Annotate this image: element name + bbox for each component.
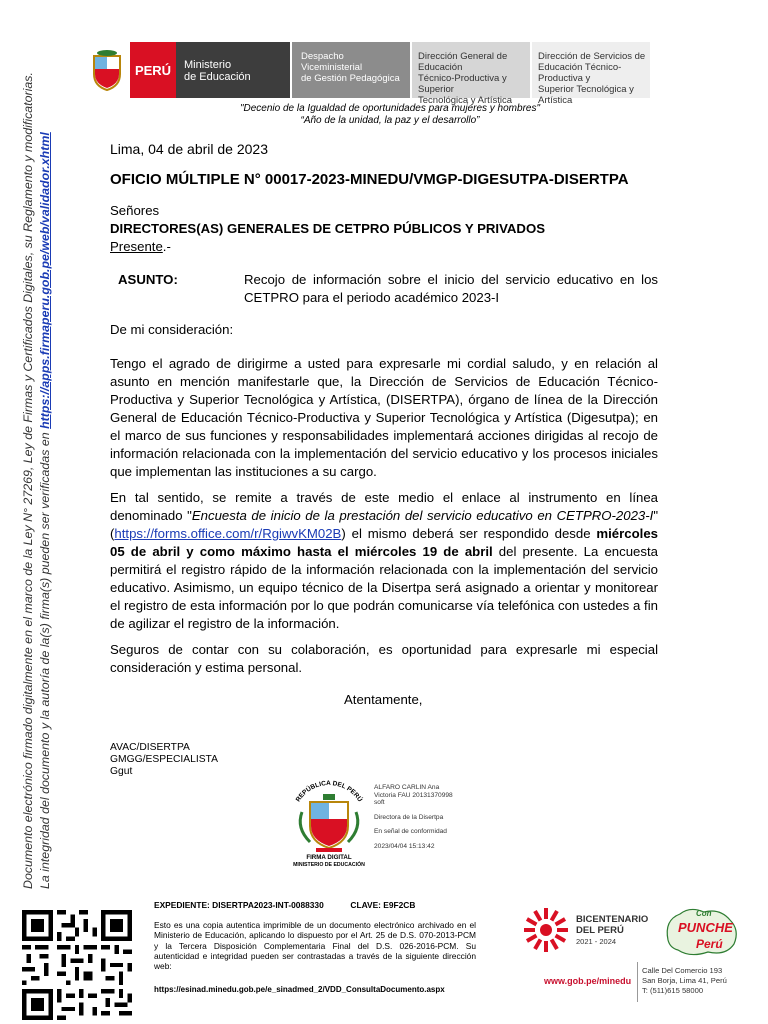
qr-code-icon [22, 910, 132, 1020]
initials-1: AVAC/DISERTPA [110, 742, 190, 753]
svg-text:PUNCHE: PUNCHE [678, 920, 733, 935]
svg-text:FIRMA DIGITAL: FIRMA DIGITAL [306, 854, 352, 861]
subject-label: ASUNTO: [118, 272, 178, 287]
letter-number: OFICIO MÚLTIPLE N° 00017-2023-MINEDU/VMGP-DIGESUTPA-DISERTPA [110, 171, 629, 188]
letter-date: Lima, 04 de abril de 2023 [110, 141, 268, 157]
salutation-prefix: Señores [110, 203, 160, 218]
survey-link[interactable]: https://forms.office.com/r/RgiwvKM02B [114, 526, 342, 541]
initials-2: GMGG/ESPECIALISTA [110, 754, 218, 765]
subject-text: Recojo de información sobre el inicio del servicio educativo en los CETPRO para el periodo académico 2023-I [244, 272, 658, 305]
digital-signature-note [20, 69, 80, 889]
presente: Presente.- [110, 239, 171, 254]
digital-signature-seal-icon [284, 776, 374, 870]
bicentenario-emblem-icon [522, 906, 570, 954]
ministry-address: Calle Del Comercio 193 San Borja, Lima 41, Perú T: (511)615 58000 [642, 966, 727, 995]
greeting: De mi consideración: [110, 322, 234, 337]
side-note-line-2 [37, 69, 54, 889]
authenticity-statement: Esto es una copia autentica imprimible de un documento electrónico archivado en el Ministerio de Educación, aplicando lo dispuesto por el Art. 25 de D.S. 070-2013-PCM y la Tercera Disposición Complementaria Final del D.S. 026-2016-PCM. Su autenticidad e integridad pueden ser contrastadas a través de la siguiente dirección web: [154, 920, 476, 972]
letterhead [84, 42, 650, 106]
peru-brand: PERÚ [130, 42, 176, 98]
year-motto: “Año de la unidad, la paz y el desarrollo” [300, 115, 480, 126]
gob-website[interactable]: www.gob.pe/minedu [544, 976, 632, 986]
vice-ministry-office: Despacho Viceministerial de Gestión Pedagógica [292, 42, 410, 98]
signature-details: ALFARO CARLIN Ana Victoria FAU 20131370998 soft Directora de la Disertpa En señal de conformidad 2023/04/04 15:13:42 [374, 784, 453, 850]
validator-link[interactable]: https://apps.firmaperu.gob.pe/web/validador.xhtml [38, 132, 52, 429]
initials-3: Ggut [110, 766, 133, 777]
closing: Atentamente, [344, 692, 423, 707]
paragraph-3: Seguros de contar con su colaboración, es oportunidad para expresarle mi especial consideración y estima personal. [110, 642, 658, 675]
footer-document-info [154, 900, 476, 995]
recipients: DIRECTORES(AS) GENERALES DE CETPRO PÚBLICOS Y PRIVADOS [110, 221, 546, 236]
services-directorate: Dirección de Servicios de Educación Técnico-Productiva y Superior Tecnológica y Artística [532, 42, 650, 98]
svg-text:Perú: Perú [696, 937, 723, 951]
general-directorate: Dirección General de Educación Técnico-Productiva y Superior Tecnológica y Artística [412, 42, 530, 98]
paragraph-1: Tengo el agrado de dirigirme a usted para expresarle mi cordial saludo, y en relación al asunto en mención manifestarle que, la Dirección de Servicios de Educación Técnico-Productiva y Superior Tecnológica y Artística, (DISERTPA), órgano de línea de la Dirección General de Educación Técnico-Productiva y Superior Tecnológica y Artística (Digesutpa); en el marco de sus funciones y responsabilidades implementará acciones dirigidas al recojo de información relacionada con la implementación del servicio educativo y los procesos iniciales que implementan las instituciones a su cargo. [110, 356, 658, 479]
national-shield-icon [84, 42, 130, 98]
svg-text:Con: Con [696, 909, 712, 918]
ministry-name: Ministerio de Educación [176, 42, 290, 98]
con-punche-peru-logo [660, 900, 744, 960]
svg-text:MINISTERIO DE EDUCACIÓN: MINISTERIO DE EDUCACIÓN [293, 862, 365, 868]
side-note-prefix: La integridad del documento y la autoría de la(s) firma(s) pueden ser verificadas en [38, 432, 52, 889]
paragraph-2: En tal sentido, se remite a través de este medio el enlace al instrumento en línea denominado "Encuesta de inicio de la prestación del servicio educativo en CETPRO-2023-I" (https://forms.office.com/r/RgiwvKM02B) el mismo deberá ser respondido desde miércoles 05 de abril y como máximo hasta el miércoles 19 de abril del presente. La encuesta permitirá el registro rápido de la información relacionada con la implementación del servicio educativo. Asimismo, un equipo técnico de la Disertpa será asignado a orientar y monitorear el registro de esta información por lo que podrán comunicarse vía telefónica con ustedes a fin de agilizar el registro de la información. [110, 490, 659, 631]
bicentenario-logo: BICENTENARIO DEL PERÚ 2021 - 2024 [522, 900, 656, 960]
clave: CLAVE: E9F2CB [350, 900, 416, 910]
decade-motto: "Decenio de la Igualdad de oportunidades para mujeres y hombres" [239, 103, 541, 114]
expediente: EXPEDIENTE: DISERTPA2023-INT-0088330 [154, 900, 324, 910]
footer-divider [637, 962, 638, 1002]
verification-url[interactable]: https://esinad.minedu.gob.pe/e_sinadmed_2/VDD_ConsultaDocumento.aspx [154, 985, 445, 995]
svg-text:REPÚBLICA DEL PERÚ: REPÚBLICA DEL PERÚ [294, 779, 364, 804]
side-note-line-1: Documento electrónico firmado digitalmente en el marco de la Ley N° 27269, Ley de Firmas y Certificados Digitales, su Reglamento y modificatorias. [21, 72, 35, 889]
